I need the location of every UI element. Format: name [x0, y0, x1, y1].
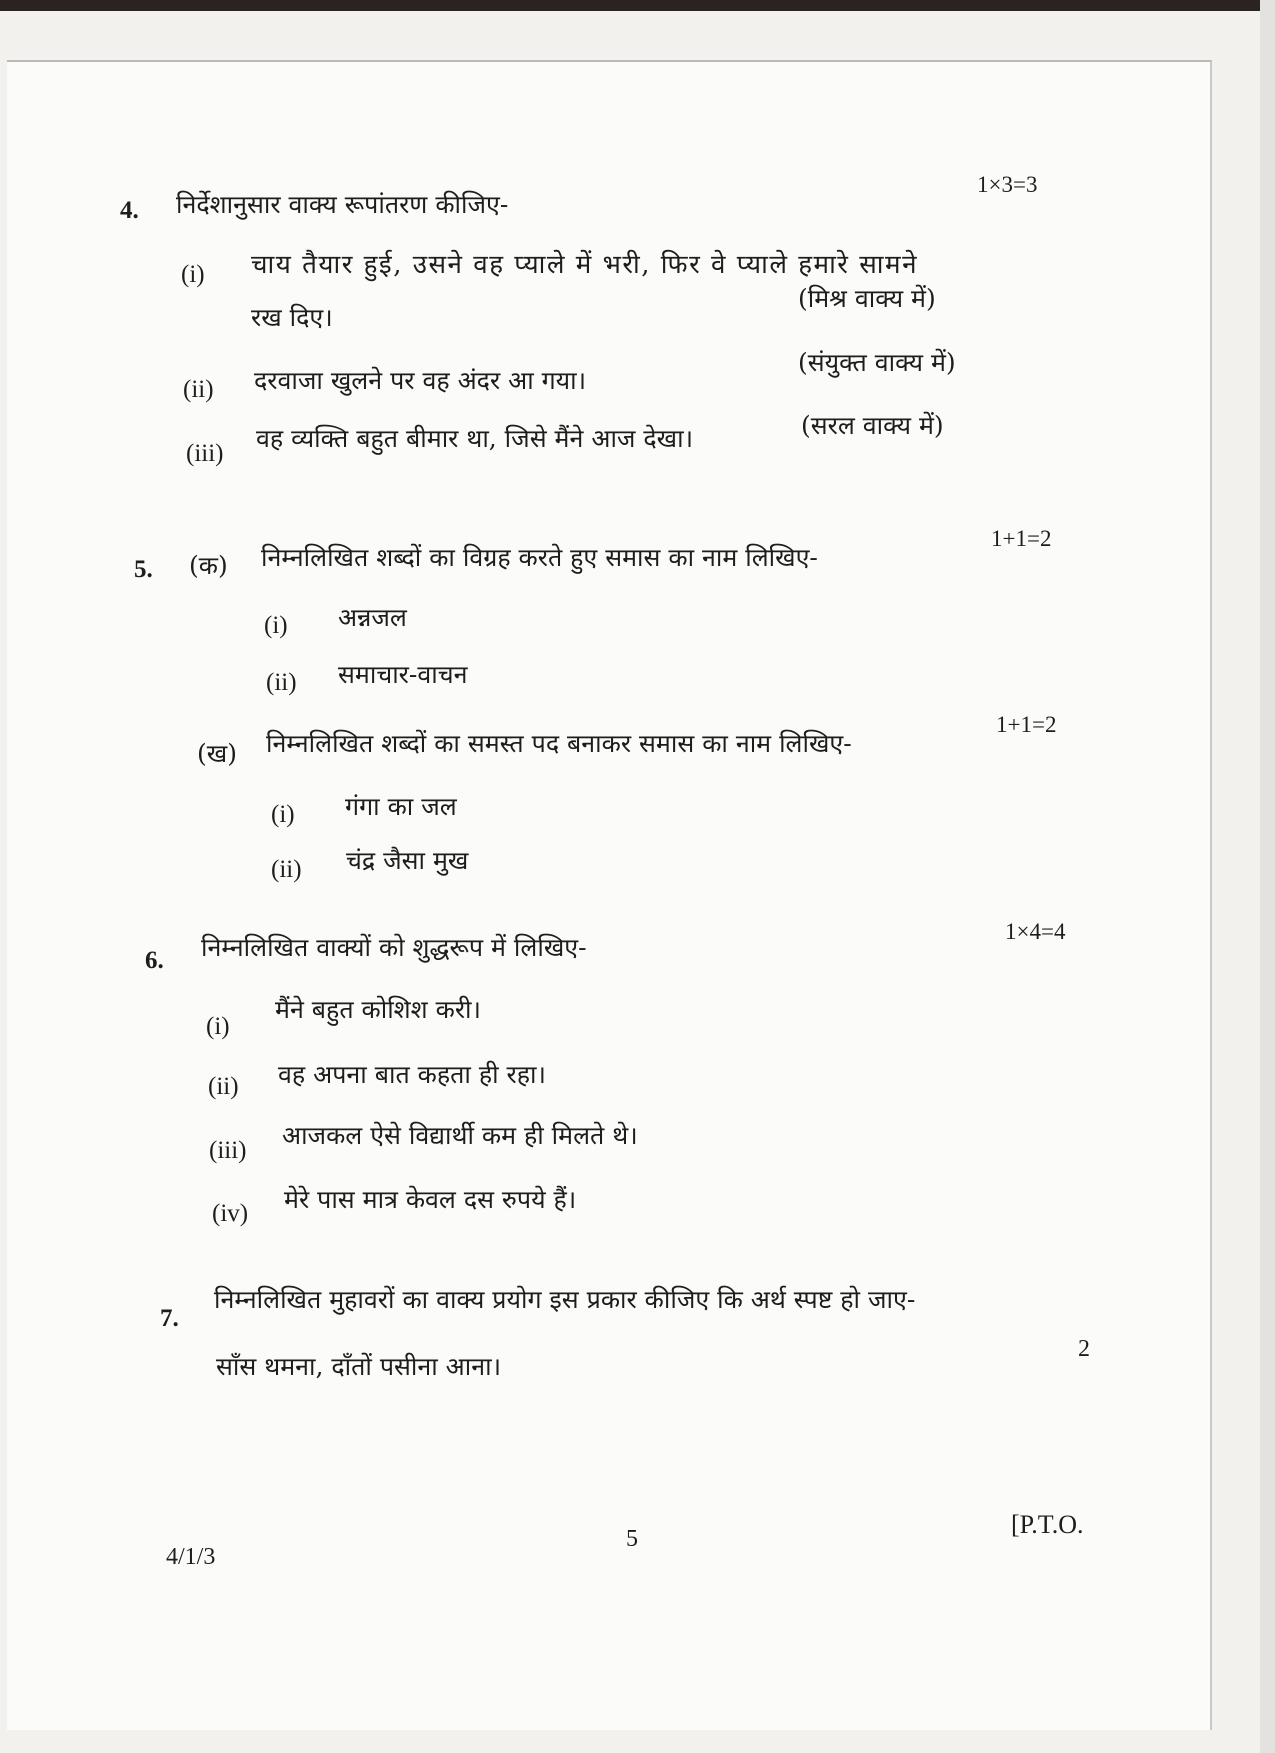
exam-page — [7, 60, 1212, 1730]
item-label: (iv) — [212, 1200, 249, 1227]
item-label: (ii) — [266, 669, 297, 696]
marks-label: 1+1=2 — [996, 712, 1057, 737]
item-label: (i) — [271, 801, 295, 828]
marks-label: 1+1=2 — [991, 526, 1052, 551]
item-text-continued: रख दिए। — [251, 303, 333, 332]
question-instruction: निम्नलिखित शब्दों का विग्रह करते हुए समास का नाम लिखिए- — [261, 543, 818, 572]
paper-code: 4/1/3 — [166, 1544, 216, 1570]
item-text: समाचार-वाचन — [338, 660, 468, 689]
question-number: 5. — [134, 556, 153, 583]
question-instruction: निम्नलिखित मुहावरों का वाक्य प्रयोग इस प्रकार कीजिए कि अर्थ स्पष्ट हो जाए- — [214, 1285, 916, 1314]
please-turn-over: [P.T.O. — [1011, 1510, 1084, 1539]
item-text: आजकल ऐसे विद्यार्थी कम ही मिलते थे। — [282, 1121, 638, 1150]
scan-top-edge — [0, 0, 1275, 11]
scan-right-edge — [1260, 0, 1275, 1753]
item-label: (iii) — [209, 1137, 247, 1164]
part-label: (ख) — [197, 739, 237, 768]
conversion-type: (सरल वाक्य में) — [801, 411, 944, 440]
item-text: गंगा का जल — [345, 792, 457, 821]
marks-label: 1×4=4 — [1005, 919, 1066, 944]
question-number: 7. — [160, 1305, 179, 1332]
item-label: (i) — [264, 612, 288, 639]
page-number: 5 — [626, 1526, 638, 1552]
idioms-text: साँस थमना, दाँतों पसीना आना। — [216, 1352, 502, 1381]
item-text: दरवाजा खुलने पर वह अंदर आ गया। — [254, 366, 587, 395]
question-instruction: निर्देशानुसार वाक्य रूपांतरण कीजिए- — [176, 190, 509, 219]
question-instruction: निम्नलिखित वाक्यों को शुद्धरूप में लिखिए- — [201, 933, 587, 962]
part-label: (क) — [189, 551, 228, 580]
item-label: (i) — [181, 261, 205, 288]
item-text: अन्नजल — [338, 603, 407, 632]
item-text: वह अपना बात कहता ही रहा। — [278, 1060, 546, 1089]
item-text: वह व्यक्ति बहुत बीमार था, जिसे मैंने आज देखा। — [256, 424, 694, 453]
question-instruction: निम्नलिखित शब्दों का समस्त पद बनाकर समास का नाम लिखिए- — [266, 729, 852, 758]
conversion-type: (मिश्र वाक्य में) — [798, 284, 936, 313]
item-label: (ii) — [271, 856, 302, 883]
item-label: (ii) — [183, 376, 214, 403]
item-text: मेरे पास मात्र केवल दस रुपये हैं। — [284, 1185, 577, 1214]
conversion-type: (संयुक्त वाक्य में) — [798, 348, 956, 377]
item-text: चाय तैयार हुई, उसने वह प्याले में भरी, फिर वे प्याले हमारे सामने — [251, 250, 918, 280]
question-number: 4. — [120, 197, 139, 224]
item-text: चंद्र जैसा मुख — [346, 846, 469, 875]
marks-label: 2 — [1078, 1336, 1090, 1362]
item-label: (iii) — [186, 440, 224, 467]
item-label: (ii) — [208, 1073, 239, 1100]
marks-label: 1×3=3 — [977, 172, 1038, 197]
question-number: 6. — [145, 947, 164, 974]
item-label: (i) — [206, 1013, 230, 1040]
item-text: मैंने बहुत कोशिश करी। — [275, 995, 481, 1024]
